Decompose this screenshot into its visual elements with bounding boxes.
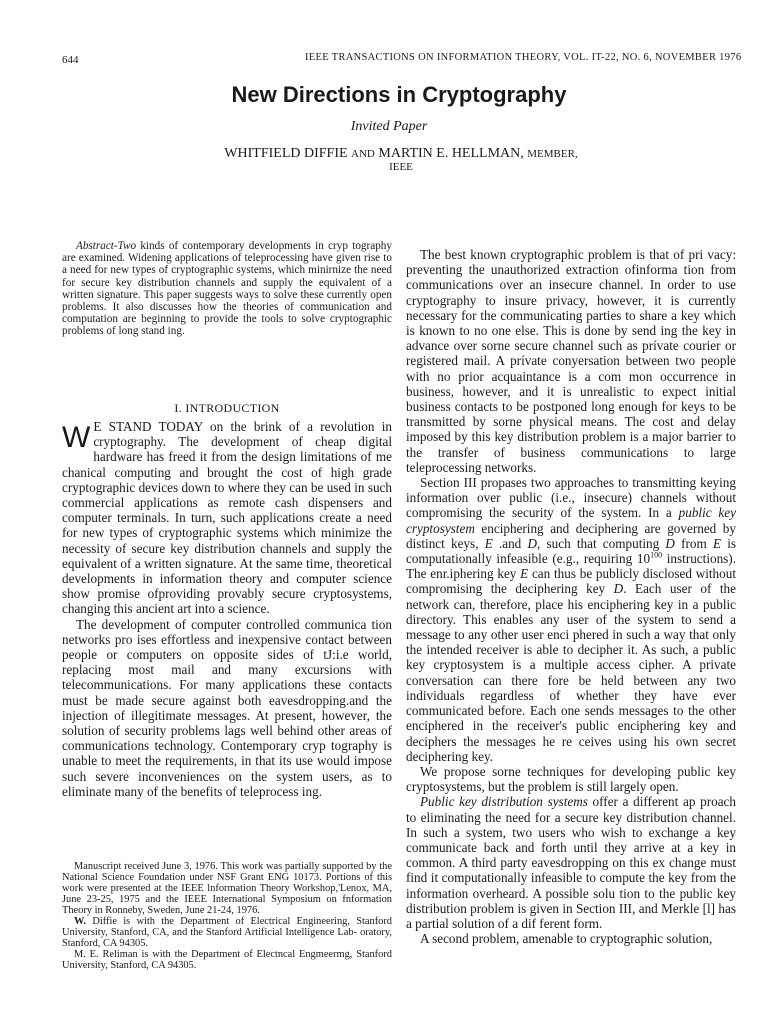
footnote-diffie: [62, 916, 392, 949]
intro-paragraph-1: [62, 419, 392, 617]
right-paragraph-2: Section III propases two approaches to transmitting keying information over public (i.e., insecure) channels without compromising the security of the system. In a public key cryptosystem enciphering and deciphering are governed by distinct keys, E .and D, such that computing D from E is computationally infeasible (e.g., requiring $10^{100}$ instructions). The enr.iphering key E can thus be publicly disclosed without compromising the deciphering key D. Each user of the network can, therefore, place his enciphering key in a public directory. This enables any user of the system to send a message to any other user enci phered in such a way that only the intended receiver is able to decipher it. As such, a public key cryptosystem is a multiple access cipher. A private conversation can there fore be held between any two individuals regardless of whether they have ever communicated before. Each one sends messages to the other enciphered in the receiver's public enciphering key and deciphers the messages he re ceives using his own secret deciphering key.: [406, 475, 736, 764]
abstract-label: Abstract-Two: [76, 240, 137, 252]
author-2: MARTIN E. HELLMAN,: [378, 146, 524, 161]
right-column: [406, 247, 736, 946]
term-public-key-distribution: Public key distribution systems: [420, 794, 588, 810]
paper-title: New Directions in Cryptography: [231, 82, 567, 107]
right-paragraph-3: We propose sorne techniques for developing public key cryptosystems, but the problem is still largely open.: [406, 763, 736, 795]
author-conjunction: AND: [351, 148, 375, 160]
right-paragraph-4: Public key distribution systems offer a different ap proach to eliminating the need for a secure key distribution channel. In such a system, two users who wish to exchange a key communicate back and forth until they arrive at a key in common. A third party eavesdropping on this ex change must find it computationally infeasible to compute the key from the information overheard. A possible solu tion to the public key distribution problem is given in Section III, and Merkle [l] has a partial solution of a dif ferent form.: [406, 794, 736, 931]
footnote-manuscript: Manuscript received June 3, 1976. This work was partially supported by the National Science Foundation under NSF Grant ENG 10173. Portions of this work were presented at the IEEE lnformation Theory Workshop,'Lenox, MA, June 23-25, 1975 and the IEEE International Symposium on fnformation Theory in Ronneby, Sweden, June 21-24, 1976.: [62, 861, 392, 916]
footnote-diffie-text: Diffie is with the Department of Electrical Engineering, Stanford University, Stanford, CA, and the Stanford Artificial Intelligence Lab- oratory, Stanford, CA 94305.: [62, 916, 392, 949]
author-line: [0, 146, 768, 162]
intro-paragraph-2: The development of computer controlled communica tion networks pro ises effortless and inexpensive contact between people or computers on opposite sides of tJ:i.e world, replacing most mail and many excursions with telecommunications. For many applications these contacts must be made secure against both eavesdropping.and the injection of illegitimate messages. At present, however, the solution of security problems lags well behind other areas of communications technology. Contemporary cryp tography is unable to meet the requirements, in that its use would impose such severe inconveniences on the system users, as to eliminate many of the benefits of teleprocess ing.: [62, 616, 392, 799]
abstract: [62, 240, 392, 338]
author-1: WHITFIELD DIFFIE: [224, 146, 348, 161]
drop-cap: W: [62, 421, 91, 454]
author-org: IEEE: [389, 161, 413, 173]
intro-body: [62, 419, 392, 799]
footnote-hellman: M. E. Reliman is with the Department of Electncal Engmeermg, Stanford University, Stanford, CA 94305.: [62, 949, 392, 971]
term-public-key-cryptosystem: public key cryptosystem: [406, 505, 736, 536]
section-heading: I. INTRODUCTION: [174, 401, 280, 415]
abstract-text: kinds of contemporary developments in cryp tography are examined. Widening applications of teleprocessing have given rise to a need for new types of cryptographic systems, which minirnize the need for secure key distribution channels and supply the equivalent of a written signature. This paper suggests ways to solve these currently open problems. It also discusses how the theories of communication and computation are beginning to provide the tools to solve cryptographic problems of long stand ing.: [62, 240, 392, 338]
right-paragraph-1: The best known cryptographic problem is that of pri vacy: preventing the unauthorized extraction ofinforma tion from communications over an insecure channel. In order to use cryptography to insure privacy, however, it is currently necessary for the communicating parties to share a key which is known to no one else. This is done by send ing the key in advance over sorne secure channel such as prívate courier or registered mail. A prívate conyersation between two people with no prior acquaintance is a com mon occurrence in business, however, and it is unrealistic to expect initial business contacts to be postponed long enough for keys to be transmitted by sorne physical means. The cost and delay imposed by this key distribution problem is a major barrier to the transfer of business communications to large teleprocessing networks.: [406, 247, 736, 475]
right-paragraph-5: A second problem, amenable to cryptographic solution,: [420, 931, 713, 947]
intro-paragraph-1-text: E STAND TODAY on the brink of a revolution in cryptography. The development of cheap digital hardware has freed it from the design limitations of me chanical computing and brought the cost of high grade cryptographic devices down to where they can be used in such commercial applications as remote cash dispensers and computer terminals. In turn, such applications create a need for new types of cryptographic systems which minimize the necessity of secure key distribution channels and supply the equivalent of a written signature. At the same time, theoretical developments in information theory and computer science show promise ofproviding provably secure cryptosystems, changing this ancient art into a science.: [62, 419, 392, 617]
running-head: IEEE TRANSACTIONS ON INFORMATION THEORY, VOL. IT-22, NO. 6, NOVEMBER 1976: [305, 52, 742, 63]
paper-subtitle: Invited Paper: [350, 119, 428, 134]
exponent: 100: [650, 550, 663, 560]
footnotes: [62, 861, 392, 971]
page-number: 644: [62, 54, 79, 66]
author-member: MEMBER,: [527, 148, 578, 160]
footnote-diffie-lead: W.: [74, 916, 87, 927]
